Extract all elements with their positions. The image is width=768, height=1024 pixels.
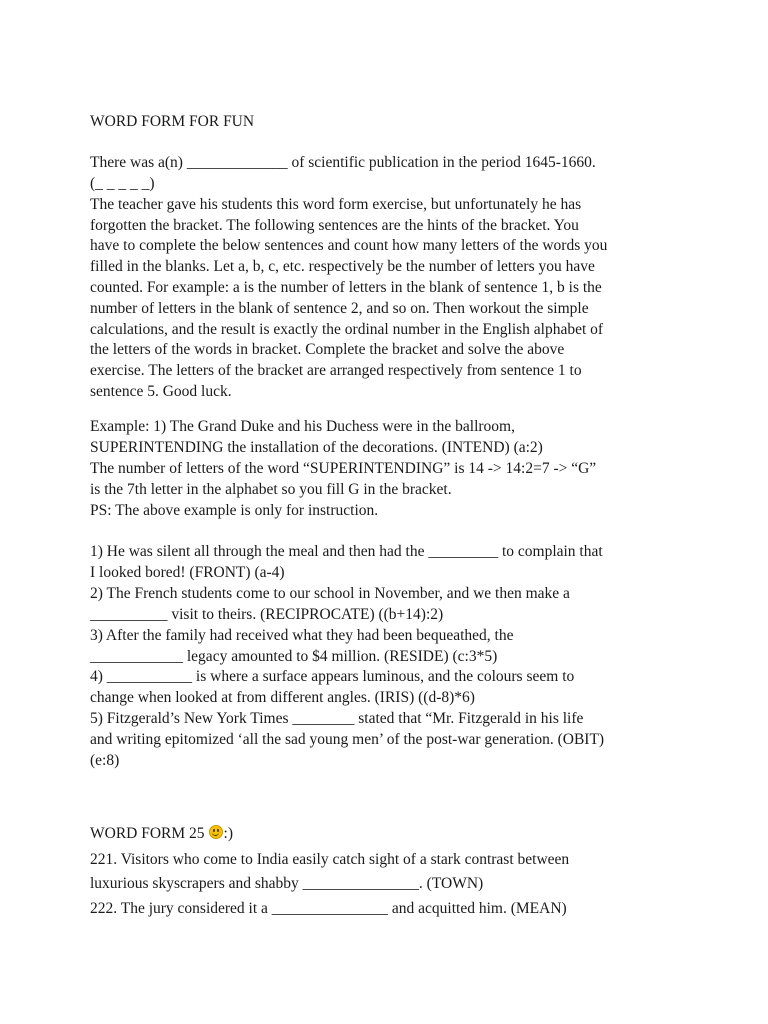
smiley-face-icon	[209, 825, 223, 839]
intro-line: filled in the blanks. Let a, b, c, etc. respectively be the number of letters you have	[90, 258, 595, 275]
intro-line: exercise. The letters of the bracket are arranged respectively from sentence 1 to	[90, 362, 582, 379]
example-line: The number of letters of the word “SUPERINTENDING” is 14 -> 14:2=7 -> “G”	[90, 460, 597, 477]
intro-line: number of letters in the blank of sentence 2, and so on. Then workout the simple	[90, 300, 589, 317]
section-line: 221. Visitors who come to India easily catch sight of a stark contrast between	[90, 851, 570, 868]
question-line: ____________ legacy amounted to $4 million. (RESIDE) (c:3*5)	[90, 648, 498, 665]
example-line: Example: 1) The Grand Duke and his Duchess were in the ballroom,	[90, 418, 515, 435]
section-heading-suffix: :)	[223, 825, 234, 842]
intro-line: sentence 5. Good luck.	[90, 383, 232, 400]
example-line: PS: The above example is only for instruction.	[90, 502, 379, 519]
question-line: 1) He was silent all through the meal and then had the _________ to complain that	[90, 543, 603, 560]
section-line: luxurious skyscrapers and shabby _______________. (TOWN)	[90, 875, 484, 892]
question-line: 2) The French students come to our school in November, and we then make a	[90, 585, 570, 602]
intro-line: calculations, and the result is exactly the ordinal number in the English alphabet of	[90, 321, 604, 338]
question-line: I looked bored! (FRONT) (a-4)	[90, 564, 285, 581]
question-line: __________ visit to theirs. (RECIPROCATE) ((b+14):2)	[90, 606, 444, 623]
question-line: 5) Fitzgerald’s New York Times ________ stated that “Mr. Fitzgerald in his life	[90, 710, 584, 727]
question-line: (e:8)	[90, 752, 120, 769]
question-line: and writing epitomized ‘all the sad young men’ of the post-war generation. (OBIT)	[90, 731, 605, 748]
section-line: 222. The jury considered it a _______________ and acquitted him. (MEAN)	[90, 900, 567, 917]
example-line: SUPERINTENDING the installation of the decorations. (INTEND) (a:2)	[90, 439, 543, 456]
example-line: is the 7th letter in the alphabet so you fill G in the bracket.	[90, 481, 452, 498]
intro-line: have to complete the below sentences and count how many letters of the words you	[90, 237, 608, 254]
intro-line: (_ _ _ _ _)	[90, 175, 155, 192]
section-heading	[90, 824, 233, 844]
question-line: change when looked at from different angles. (IRIS) ((d-8)*6)	[90, 689, 475, 706]
section-heading-text: WORD FORM 25	[90, 825, 205, 842]
question-line: 3) After the family had received what they had been bequeathed, the	[90, 627, 514, 644]
intro-line: the letters of the words in bracket. Complete the bracket and solve the above	[90, 341, 565, 358]
question-line: 4) ___________ is where a surface appears luminous, and the colours seem to	[90, 668, 575, 685]
document-title: WORD FORM FOR FUN	[90, 113, 255, 130]
intro-line: There was a(n) _____________ of scientific publication in the period 1645-1660.	[90, 154, 596, 171]
intro-line: forgotten the bracket. The following sentences are the hints of the bracket. You	[90, 217, 579, 234]
intro-line: The teacher gave his students this word form exercise, but unfortunately he has	[90, 196, 582, 213]
intro-line: counted. For example: a is the number of letters in the blank of sentence 1, b is the	[90, 279, 602, 296]
